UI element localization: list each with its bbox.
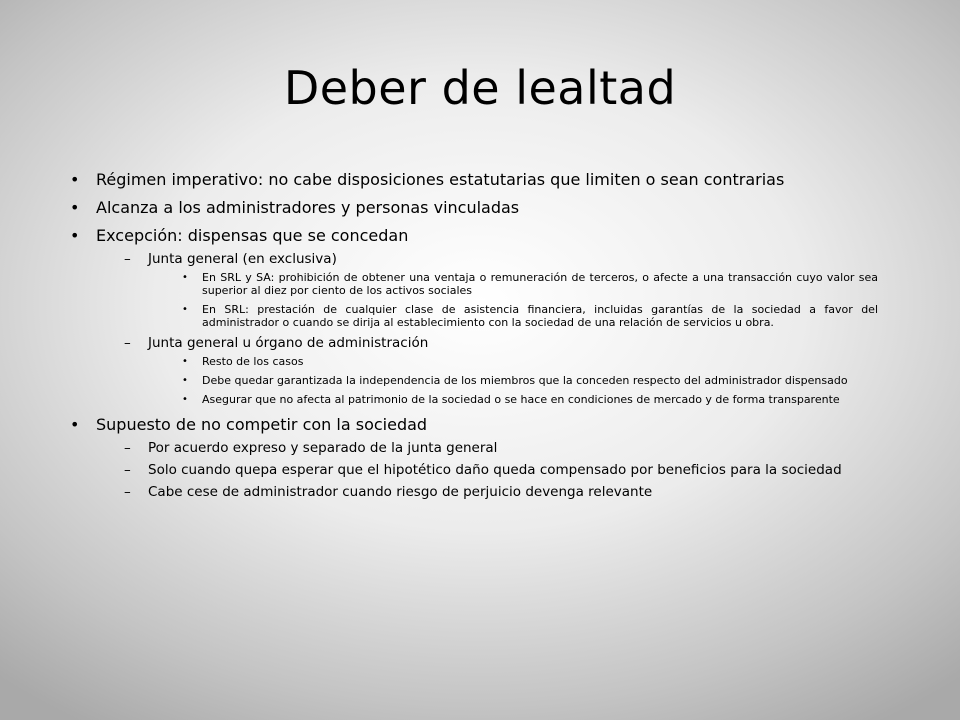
sub-sub-item (178, 355, 878, 368)
bullet-text: Régimen imperativo: no cabe disposiciones estatutarias que limiten o sean contrarias (96, 170, 785, 189)
dash-icon: – (124, 440, 131, 456)
sub-item-text: Junta general u órgano de administración (148, 335, 429, 351)
dash-icon: – (124, 462, 131, 478)
dash-icon: – (124, 251, 131, 267)
sub-sub-item-text: Debe quedar garantizada la independencia de los miembros que la conceden respecto del administrador dispensado (202, 374, 848, 387)
sub-item (122, 440, 878, 456)
bullet-icon: • (182, 394, 188, 405)
bullet-item (70, 415, 878, 500)
bullet-icon: • (182, 375, 188, 386)
bullet-icon: • (70, 198, 80, 217)
sub-sub-item (178, 393, 878, 406)
sub-item (122, 484, 878, 500)
sub-sub-item (178, 374, 878, 387)
bullet-list (70, 170, 878, 500)
sub-sub-item-text: Asegurar que no afecta al patrimonio de la sociedad o se hace en condiciones de mercado y de forma transparente (202, 393, 840, 406)
sub-item (122, 462, 878, 478)
bullet-icon: • (182, 272, 188, 283)
slide-body (70, 170, 878, 509)
sub-item (122, 251, 878, 329)
bullet-icon: • (182, 304, 188, 315)
bullet-text: Supuesto de no competir con la sociedad (96, 415, 428, 434)
bullet-icon: • (70, 415, 80, 434)
bullet-item (70, 198, 878, 217)
sub-sub-list (148, 355, 878, 406)
sub-item-text: Por acuerdo expreso y separado de la junta general (148, 440, 498, 456)
slide-title: Deber de lealtad (283, 61, 677, 115)
bullet-icon: • (182, 356, 188, 367)
sub-list (96, 440, 878, 500)
bullet-item (70, 170, 878, 189)
sub-sub-item-text: Resto de los casos (202, 355, 304, 368)
bullet-text: Excepción: dispensas que se concedan (96, 226, 409, 245)
sub-sub-item-text: En SRL: prestación de cualquier clase de asistencia financiera, incluidas garantías de la sociedad a favor del administrador o cuando se dirija al establecimiento con la sociedad de una relación de servicios u obra. (202, 303, 878, 329)
sub-item-text: Solo cuando quepa esperar que el hipotético daño queda compensado por beneficios para la sociedad (148, 462, 842, 478)
sub-list (96, 251, 878, 406)
sub-item-text: Junta general (en exclusiva) (148, 251, 337, 267)
sub-sub-list (148, 271, 878, 329)
bullet-icon: • (70, 170, 80, 189)
sub-sub-item (178, 303, 878, 329)
sub-item (122, 335, 878, 406)
bullet-text: Alcanza a los administradores y personas vinculadas (96, 198, 520, 217)
bullet-icon: • (70, 226, 80, 245)
dash-icon: – (124, 335, 131, 351)
bullet-item (70, 226, 878, 406)
sub-item-text: Cabe cese de administrador cuando riesgo de perjuicio devenga relevante (148, 484, 653, 500)
sub-sub-item-text: En SRL y SA: prohibición de obtener una ventaja o remuneración de terceros, o afecte a una transacción cuyo valor sea superior al diez por ciento de los activos sociales (202, 271, 878, 297)
dash-icon: – (124, 484, 131, 500)
sub-sub-item (178, 271, 878, 297)
